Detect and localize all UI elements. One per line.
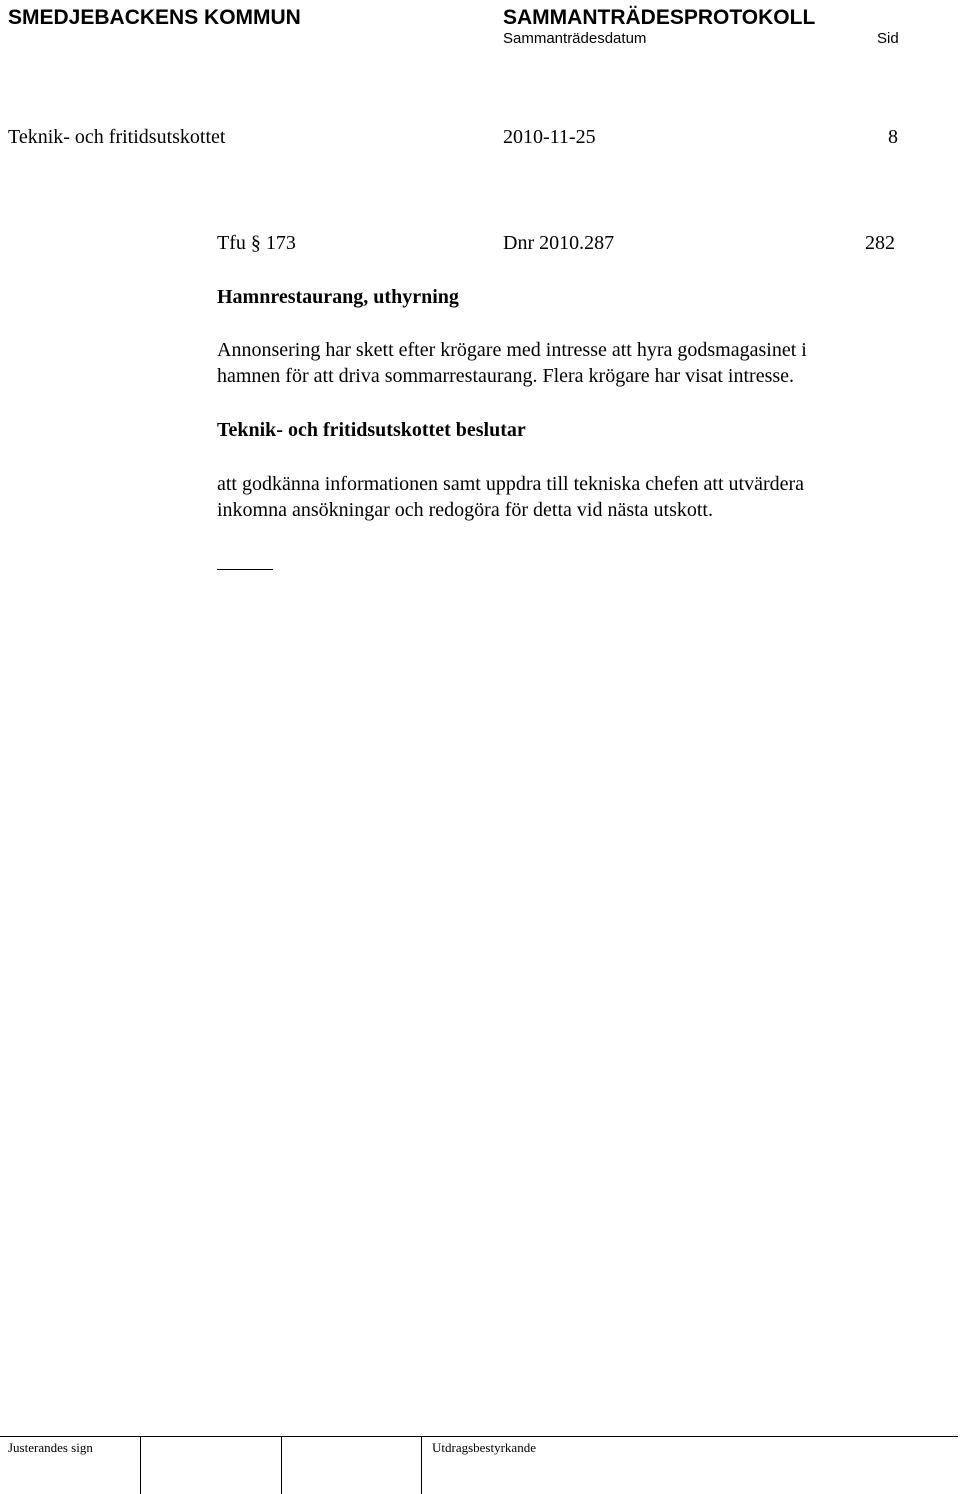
page-label: Sid	[877, 30, 899, 47]
utdragsbestyrkande-label: Utdragsbestyrkande	[432, 1440, 536, 1455]
committee-name: Teknik- och fritidsutskottet	[8, 126, 226, 148]
decision-heading: Teknik- och fritidsutskottet beslutar	[217, 419, 526, 441]
meeting-date: 2010-11-25	[503, 126, 596, 148]
footer-divider	[421, 1436, 422, 1494]
item-title: Hamnrestaurang, uthyrning	[217, 286, 459, 308]
item-body-line: Annonsering har skett efter krögare med intresse att hyra godsmagasinet i	[217, 339, 807, 361]
footer-divider	[281, 1436, 282, 1494]
footer-divider	[140, 1436, 141, 1494]
diary-number: Dnr 2010.287	[503, 232, 615, 254]
decision-line: inkomna ansökningar och redogöra för detta vid nästa utskott.	[217, 499, 713, 521]
paragraph-number: Tfu § 173	[217, 232, 296, 254]
organization-name: SMEDJEBACKENS KOMMUN	[8, 6, 301, 29]
page-number: 8	[888, 126, 898, 148]
justerandes-sign-label: Justerandes sign	[8, 1440, 93, 1455]
section-end-rule	[217, 569, 273, 570]
decision-line: att godkänna informationen samt uppdra till tekniska chefen att utvärdera	[217, 473, 805, 495]
reference-number: 282	[865, 232, 895, 254]
item-body-line: hamnen för att driva sommarrestaurang. Flera krögare har visat intresse.	[217, 365, 795, 387]
meeting-date-label: Sammanträdesdatum	[503, 30, 647, 47]
footer-top-rule	[0, 1436, 958, 1437]
decision-text	[217, 471, 804, 523]
item-body	[217, 337, 807, 389]
document-type: SAMMANTRÄDESPROTOKOLL	[503, 6, 816, 29]
